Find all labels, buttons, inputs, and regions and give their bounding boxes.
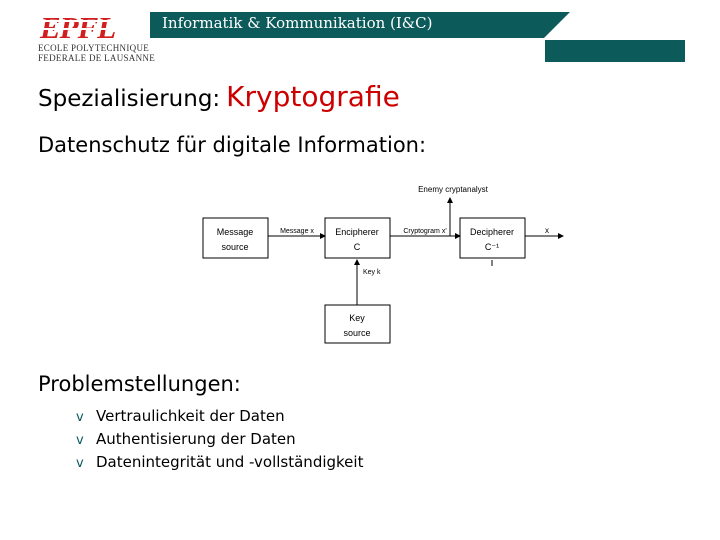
enemy-label: Enemy cryptanalyst [418,185,488,194]
message-arrow-label: Message x [280,228,314,235]
encipherer-label-1: Encipherer [335,227,379,237]
list-item-text: Vertraulichkeit der Daten [96,407,285,425]
key-arrow-label: Key k [363,269,381,276]
encipherer-box [325,218,390,258]
message-source-label-2: source [221,242,249,252]
header-slant-shape [530,12,572,38]
logo-text-line1: ECOLE POLYTECHNIQUE [38,43,150,53]
logo-text-line2: FEDERALE DE LAUSANNE [38,53,155,63]
message-source-box [203,218,268,258]
bullet-icon: v [76,410,84,425]
bullet-icon: v [76,456,84,471]
cryptogram-arrow-label: Cryptogram x' [403,228,447,235]
slide-subtitle: Datenschutz für digitale Information: [38,133,427,157]
epfl-logo-mark [38,12,148,42]
epfl-logo [38,12,155,63]
list-item-text: Datenintegrität und -vollständigkeit [96,453,364,471]
list-item [76,451,363,474]
problems-heading: Problemstellungen: [38,372,241,396]
title-prefix: Spezialisierung: [38,86,221,112]
title-highlight: Kryptografie [226,80,400,113]
list-item [76,405,363,428]
encipherer-label-2: C [353,242,361,252]
decipherer-box [460,218,525,258]
key-source-label-1: Key [349,313,365,323]
message-source-label-1: Message [216,227,254,237]
header-band [545,40,685,62]
list-item [76,428,363,451]
output-arrow-label: x [545,226,549,235]
logo-mark-text: EPFL [40,12,116,42]
crypto-diagram [195,180,570,350]
header-title: Informatik & Kommunikation (I&C) [162,14,433,32]
decipherer-label-1: Decipherer [469,227,515,237]
decipherer-label-2: C⁻¹ [484,242,500,252]
key-source-label-2: source [343,328,371,338]
problems-list [76,405,363,474]
slide-title [38,80,400,113]
list-item-text: Authentisierung der Daten [96,430,296,448]
bullet-icon: v [76,433,84,448]
